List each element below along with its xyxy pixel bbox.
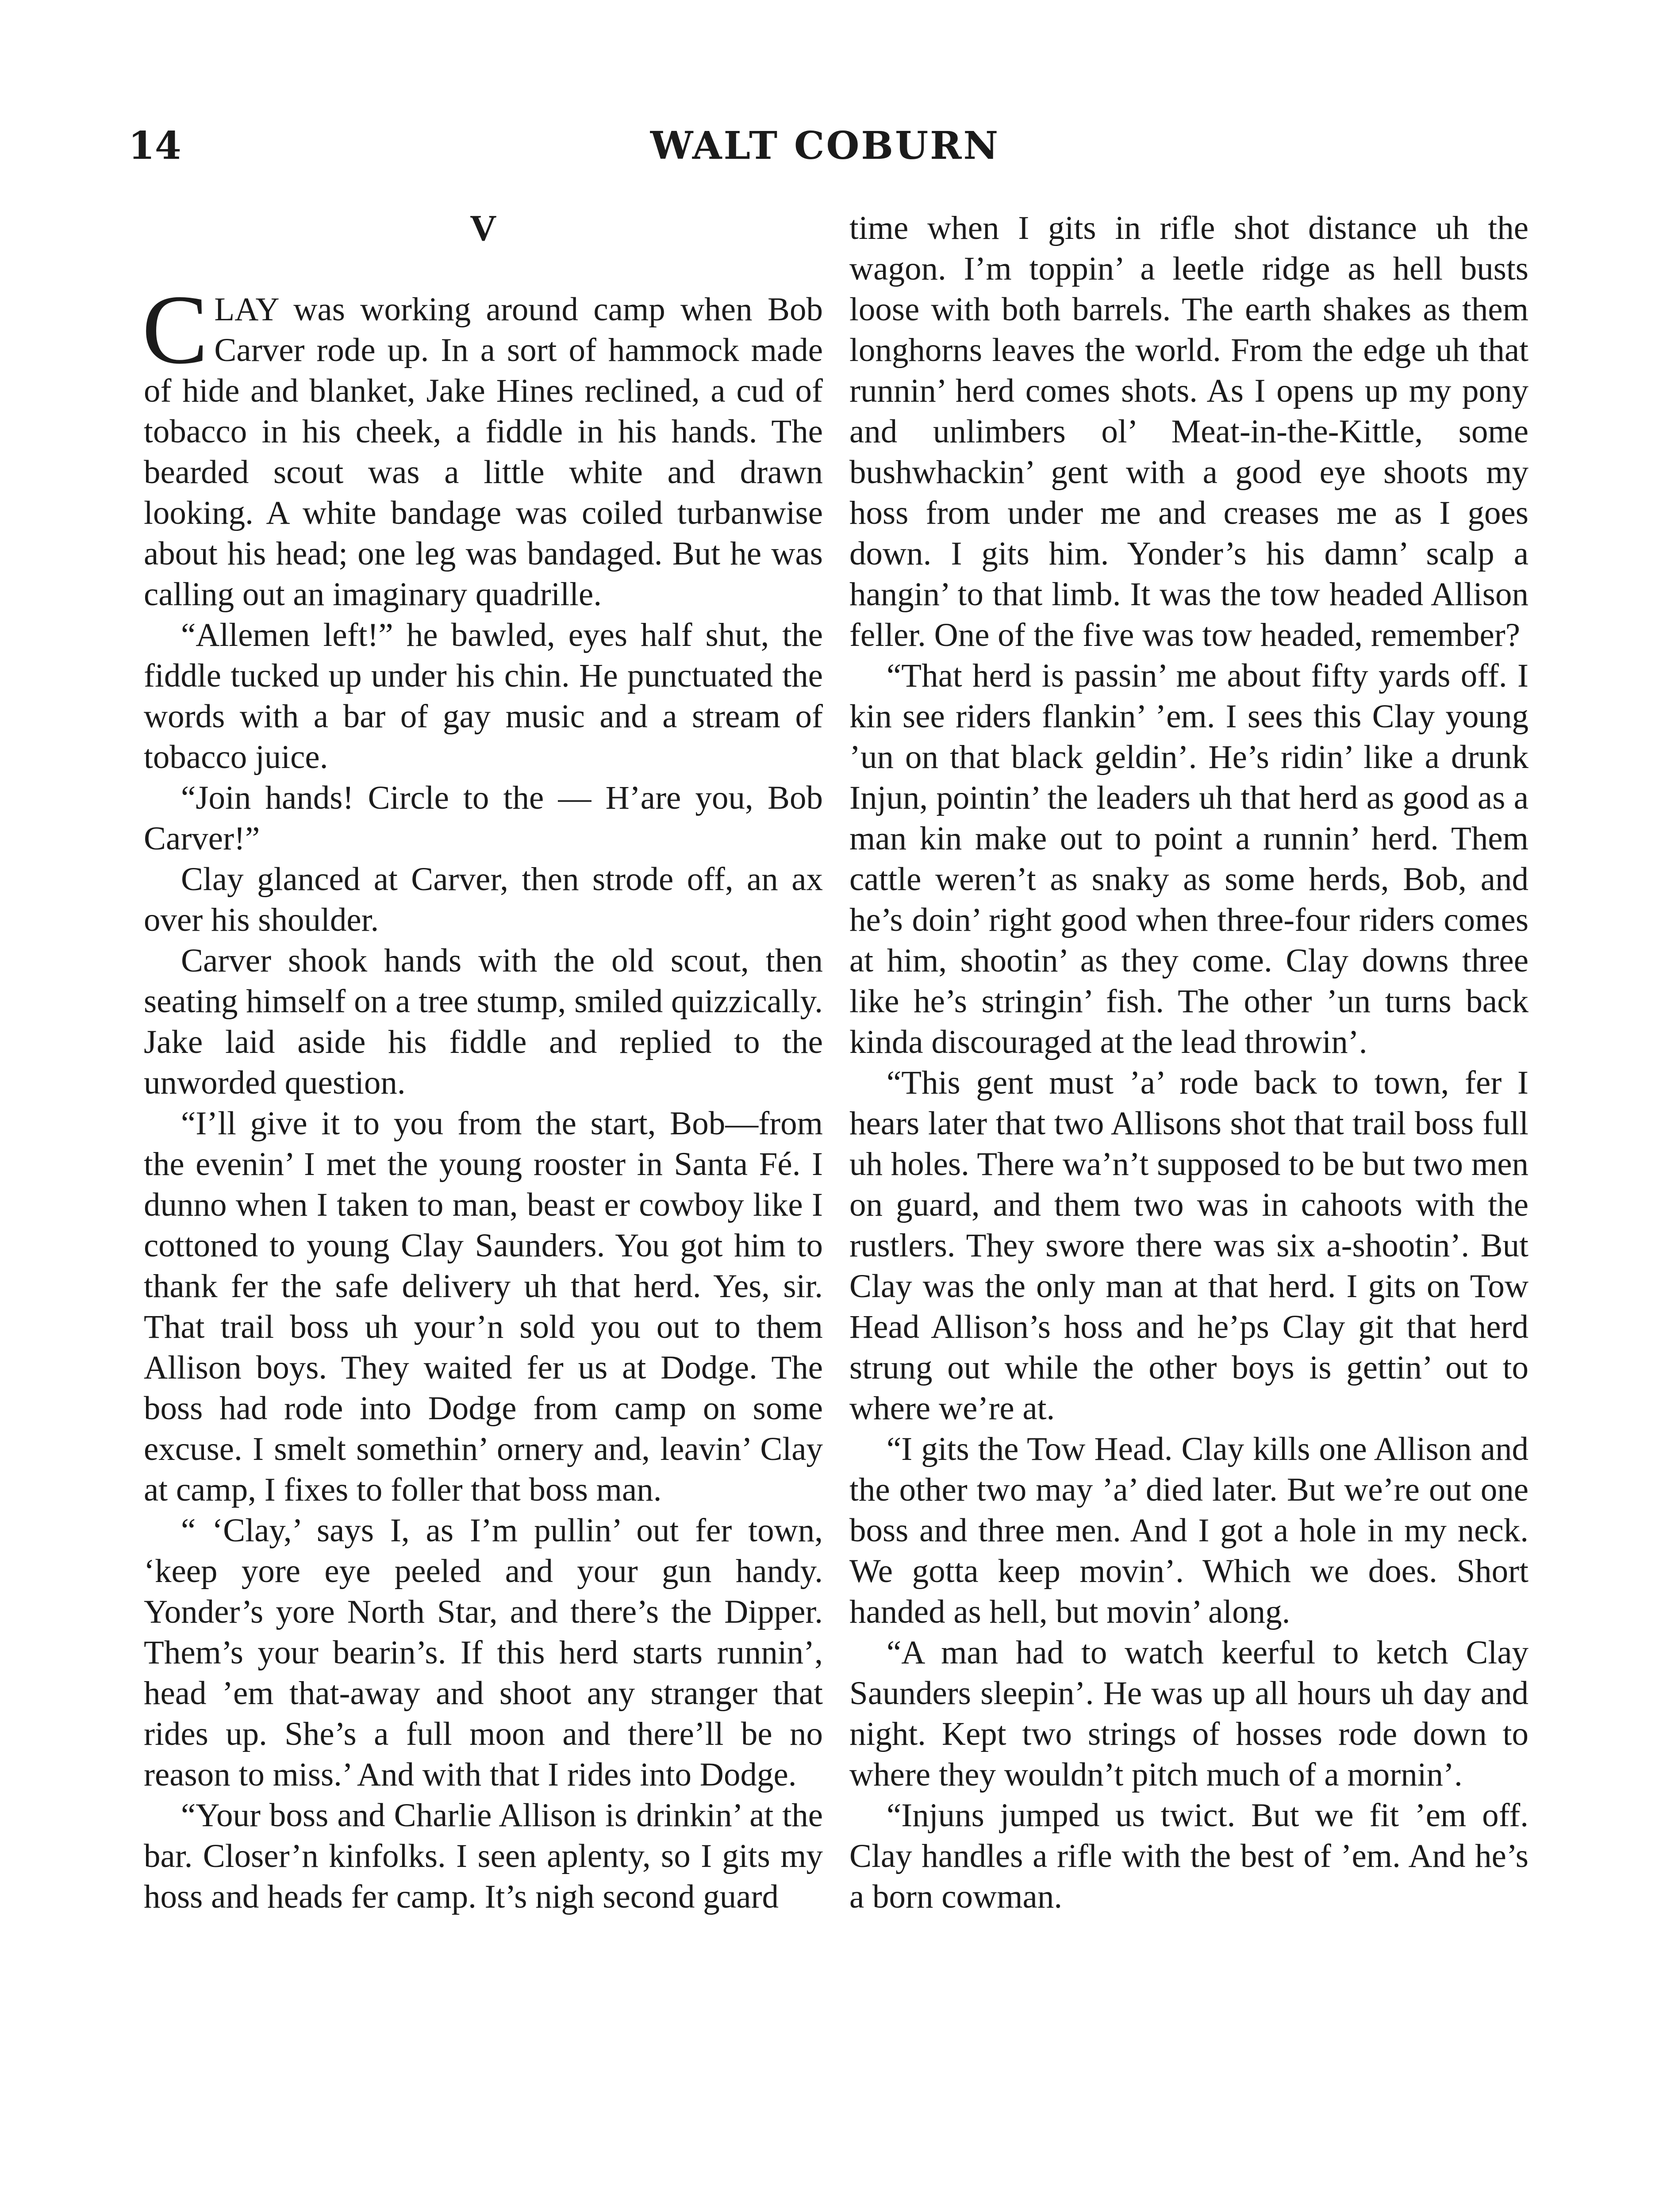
paragraph: “Injuns jumped us twict. But we fit ’em off. Clay handles a rifle with the best of ’em. And he’s a born cowman. [849,1797,1528,1915]
section-heading: V [470,207,497,249]
paragraph: time when I gits in rifle shot distance uh the wagon. I’m toppin’ a leetle ridge as hell busts loose with both barrels. The earth shakes as them longhorns leaves the world. From the edge uh that runnin’ herd comes shots. As I opens up my pony and unlimbers ol’ Meat-in-the-Kittle, some bushwhackin’ gent with a good eye shoots my hoss from under me and creases me as I goes down. I gits him. Yonder’s his damn’ scalp a hangin’ to that limb. It was the tow headed Allison feller. One of the five was tow headed, remember? [849,210,1528,653]
paragraph: “Your boss and Charlie Allison is drinkin’ at the bar. Closer’n kinfolks. I seen aplenty, so I gits my hoss and heads fer camp. It’s nigh second guard [144,1797,823,1915]
paragraph: “That herd is passin’ me about fifty yards off. I kin see riders flankin’ ’em. I sees this Clay young ’un on that black geldin’. He’s ridin’ like a drunk Injun, pointin’ the leaders uh that herd as good as a man kin make out to point a runnin’ herd. Them cattle weren’t as snaky as some herds, Bob, and he’s doin’ right good when three-four riders comes at him, shootin’ as they come. Clay downs three like he’s stringin’ fish. The other ’un turns back kinda discouraged at the lead throwin’. [849,657,1528,1060]
paragraph [142,275,823,615]
paragraph: Clay glanced at Carver, then strode off, an ax over his shoulder. [144,861,823,938]
running-head: WALT COBURN [650,123,1000,168]
paragraph: “ ‘Clay,’ says I, as I’m pullin’ out fer town, ‘keep yore eye peeled and your gun handy. Yonder’s yore North Star, and there’s the Dipper. Them’s your bearin’s. If this herd starts runnin’, head ’em that-away and shoot any stranger that rides up. She’s a full moon and there’ll be no reason to miss.’ And with that I rides into Dodge. [144,1512,823,1793]
right-column [849,208,1528,1917]
left-column [144,208,823,1917]
page-number: 14 [128,123,181,168]
paragraph: “Allemen left!” he bawled, eyes half shut, the fiddle tucked up under his chin. He punctuated the words with a bar of gay music and a stream of tobacco juice. [144,617,823,776]
paragraph: Carver shook hands with the old scout, then seating himself on a tree stump, smiled quizzically. Jake laid aside his fiddle and replied to the unworded question. [144,942,823,1101]
paragraph: “This gent must ’a’ rode back to town, fer I hears later that two Allisons shot that trail boss full uh holes. There wa’n’t supposed to be but two men on guard, and them two was in cahoots with the rustlers. They swore there was six a-shootin’. But Clay was the only man at that herd. I gits on Tow Head Allison’s hoss and he’ps Clay git that herd strung out while the other boys is gettin’ out to where we’re at. [849,1064,1528,1427]
paragraph: “Join hands! Circle to the — H’are you, Bob Carver!” [144,780,823,857]
paragraph-text: LAY was working around camp when Bob Carver rode up. In a sort of hammock made of hide and blanket, Jake Hines reclined, a cud of tobacco in his cheek, a fiddle in his hands. The bearded scout was a little white and drawn looking. A white bandage was coiled turbanwise about his head; one leg was bandaged. But he was calling out an imaginary quadrille. [144,291,823,613]
drop-cap: C [142,275,208,384]
paragraph: “I’ll give it to you from the start, Bob—from the evenin’ I met the young rooster in Santa Fé. I dunno when I taken to man, beast er cowboy like I cottoned to young Clay Saunders. You got him to thank fer the safe delivery uh that herd. Yes, sir. That trail boss uh your’n sold you out to them Allison boys. They waited fer us at Dodge. The boss had rode into Dodge from camp on some excuse. I smelt somethin’ ornery and, leavin’ Clay at camp, I fixes to foller that boss man. [144,1105,823,1508]
page-header [128,119,1522,173]
paragraph: “I gits the Tow Head. Clay kills one Allison and the other two may ’a’ died later. But we’re out one boss and three men. And I got a hole in my neck. We gotta keep movin’. Which we does. Short handed as hell, but movin’ along. [849,1431,1528,1630]
paragraph: “A man had to watch keerful to ketch Clay Saunders sleepin’. He was up all hours uh day and night. Kept two strings of hosses rode down to where they wouldn’t pitch much of a mornin’. [849,1634,1528,1793]
